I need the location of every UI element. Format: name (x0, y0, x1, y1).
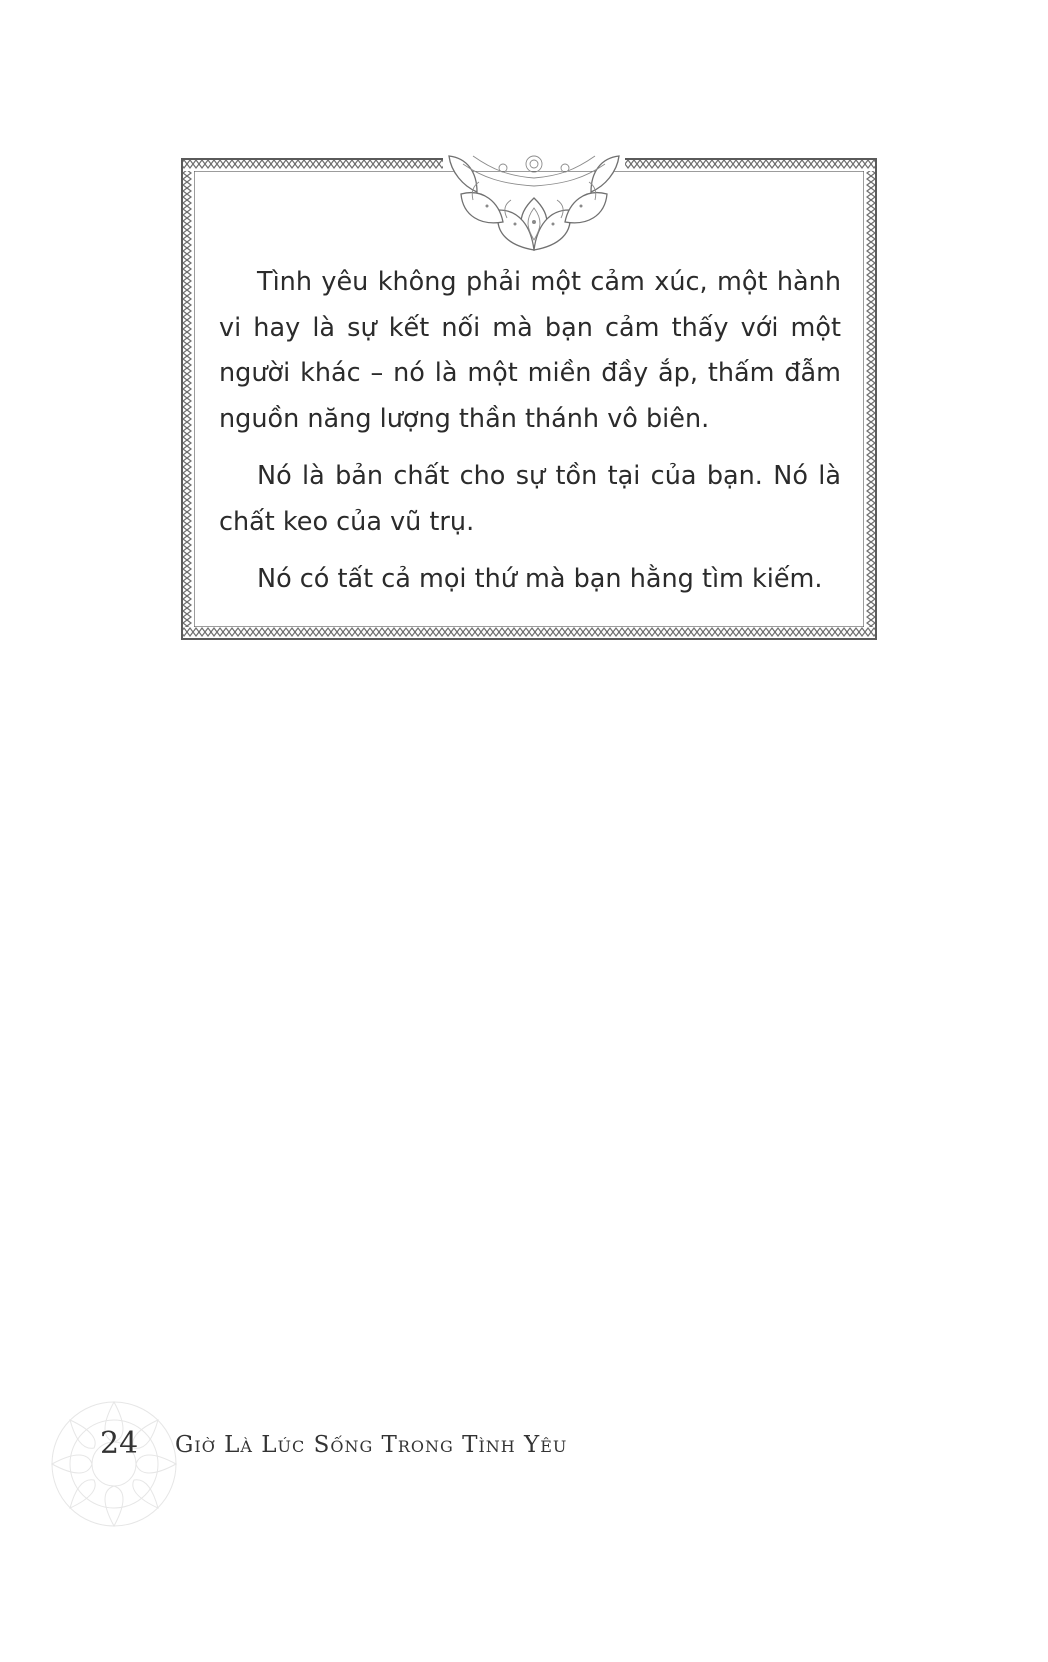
quote-paragraph: Tình yêu không phải một cảm xúc, một hành vi hay là sự kết nối mà bạn cảm thấy với một người khác – nó là một miền đầy ắp, thấm đẫm nguồn năng lượng thần thánh vô biên. (219, 267, 841, 434)
mandala-watermark-icon (44, 1394, 184, 1534)
quote-paragraph: Nó là bản chất cho sự tồn tại của bạn. Nó là chất keo của vũ trụ. (219, 461, 841, 537)
mandala-ornament-icon (443, 152, 625, 252)
quote-paragraph: Nó có tất cả mọi thứ mà bạn hằng tìm kiếm. (257, 564, 823, 594)
quote-text (219, 260, 841, 615)
page-footer (0, 1418, 1048, 1498)
page-number: 24 (100, 1426, 139, 1461)
running-title: Giờ Là Lúc Sống Trong Tình Yêu (175, 1432, 568, 1458)
quote-box (181, 158, 877, 640)
